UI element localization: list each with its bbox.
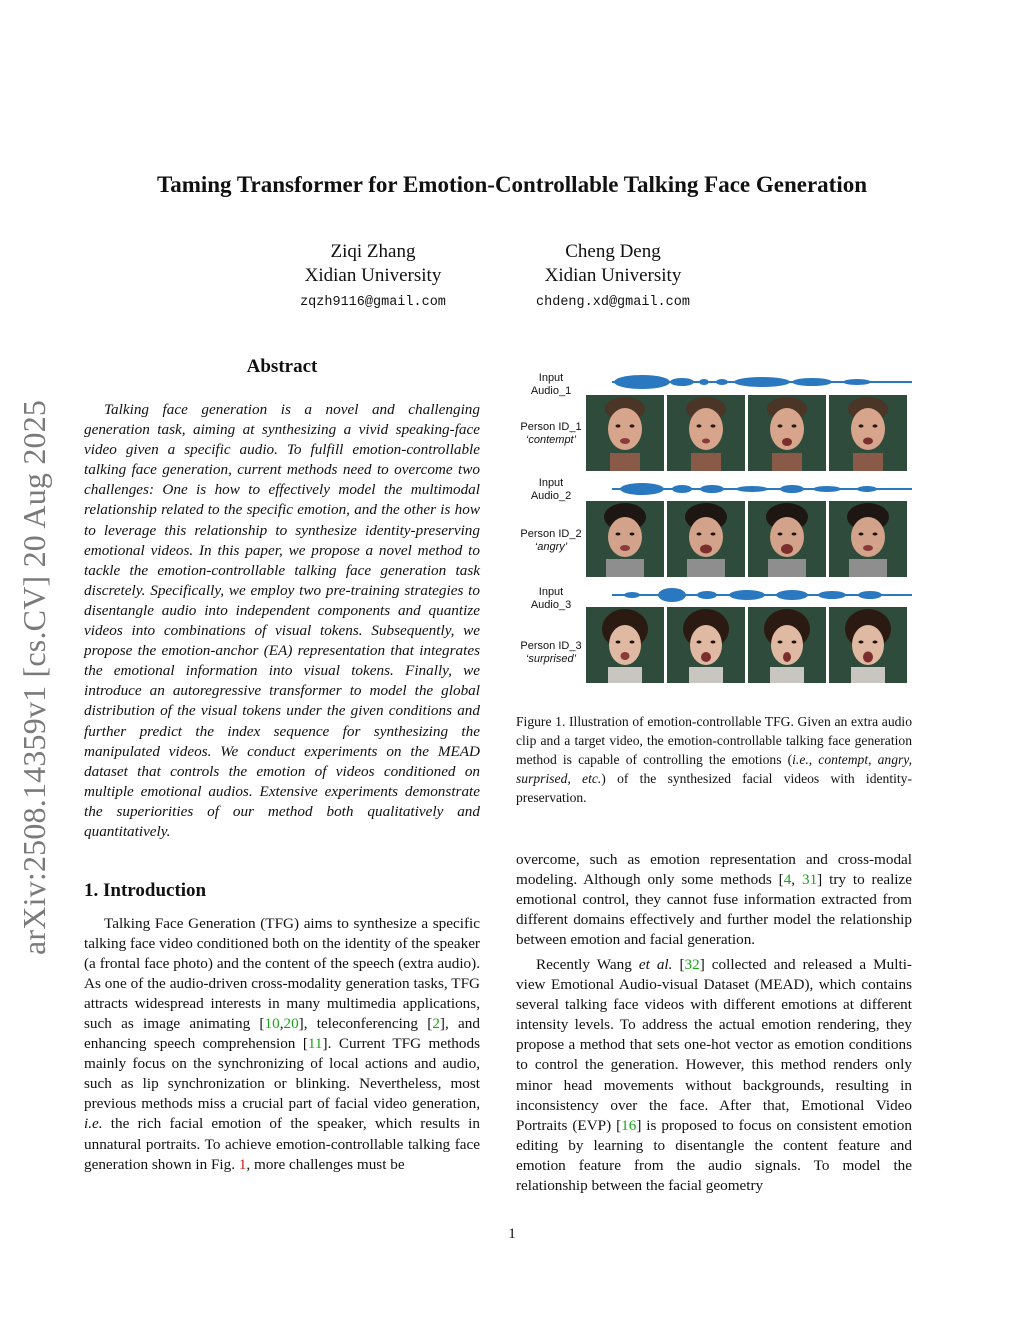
person-id: Person ID_3 [520, 640, 582, 652]
abstract-heading: Abstract [246, 356, 318, 377]
page-number: 1 [508, 1226, 516, 1242]
face-image [586, 395, 664, 471]
text-run: ] collected and released a Multi-view Emotional Audio-visual Dataset (MEAD), which contains several talking face videos with different emotions at different intensity levels. To address the actual emotion rendering, they propose a method that sets one-hot vector as emotion conditions to control the generation. However, this method renders only minor head movements without backgrounds, resulting in inconsistency over the face. After that, Emotional Video Portraits (EVP) [ [516, 956, 912, 1134]
face-image [829, 501, 907, 577]
emotion-label: ‘angry’ [534, 541, 568, 553]
author-2 [493, 240, 733, 315]
text-run: , more challenges must be [246, 1155, 405, 1173]
author-name: Cheng Deng [565, 241, 661, 262]
citation-link[interactable]: 31 [801, 871, 818, 889]
introduction-paragraph [84, 914, 480, 1175]
face-image [667, 607, 745, 683]
author-1 [253, 240, 493, 315]
paper-title: Taming Transformer for Emotion-Controllable Talking Face Generation [156, 172, 868, 197]
face-image [829, 395, 907, 471]
section-heading-introduction: 1. Introduction [84, 880, 207, 901]
person-label [516, 421, 586, 447]
paragraph [516, 955, 912, 1196]
text-run: ] try to realize emotional control, they cannot fuse information extracted from different domains effectively and further model the relationship between emotion and facial generation. [516, 871, 912, 949]
audio-label: Input Audio_1 [530, 372, 572, 397]
citation-link[interactable]: 10 [264, 1015, 280, 1033]
author-affiliation: Xidian University [304, 265, 442, 286]
figure-1 [516, 366, 916, 688]
citation-link[interactable]: 16 [621, 1116, 637, 1134]
paragraph [516, 850, 912, 950]
text-run: , [791, 871, 802, 889]
person-id: Person ID_1 [520, 421, 582, 433]
face-image [748, 501, 826, 577]
citation-link[interactable]: 2 [432, 1015, 440, 1033]
audio-waveform [612, 580, 912, 610]
person-id: Person ID_2 [520, 528, 582, 540]
text-run: , [279, 1015, 284, 1033]
text-run: ], and enhancing speech comprehension [ [84, 1015, 480, 1053]
text-run: i.e., contempt, angry, surprised, etc. [516, 752, 912, 786]
face-row-3 [586, 607, 907, 683]
face-image [586, 607, 664, 683]
text-run: Recently Wang [536, 956, 639, 974]
audio-label: Input Audio_3 [530, 586, 572, 611]
audio-waveform [612, 474, 912, 504]
citation-link[interactable]: 4 [783, 871, 792, 889]
right-column-text [516, 850, 912, 1201]
text-run: et al. [638, 956, 673, 974]
face-image [667, 501, 745, 577]
text-run: ]. Current TFG methods mainly focus on the synchronizing of local actions and audio, such as lip synchronization or blinking. Nevertheless, most previous methods miss a crucial part of facial video generation, [84, 1035, 480, 1113]
audio-waveform [612, 367, 912, 397]
emotion-label: ‘surprised’ [525, 653, 577, 665]
author-name: Ziqi Zhang [330, 241, 416, 262]
face-row-1 [586, 395, 907, 471]
abstract-text: Talking face generation is a novel and challenging generation task, aiming at synthesizing a vivid speaking-face video given a specific audio. To fulfill emotion-controllable talking face generation, current methods need to overcome two challenges: One is how to effectively model the multimodal relationship related to the specific emotion, and the other is how to leverage this relationship to synthesize identity-preserving emotional videos. In this paper, we propose a novel method to tackle the emotion-controllable talking face generation task discretely. Specifically, we employ two pre-training strategies to disentangle audio into independent components and quantize videos into combinations of visual tokens. Subsequently, we propose the emotion-anchor (EA) representation that integrates the emotional information into visual tokens. Finally, we introduce an autoregressive transformer to model the global distribution of the visual tokens under the given conditions and further predict the index sequence for synthesizing the manipulated videos. We conduct experiments on the MEAD dataset that controls the emotion of videos conditioned on multiple emotional audios. Extensive experiments demonstrate the superiorities of our method both qualitatively and quantitatively. [84, 401, 480, 840]
citation-link[interactable]: 20 [283, 1015, 299, 1033]
text-run: ) of the synthesized facial videos with identity-preservation. [516, 771, 912, 805]
author-affiliation: Xidian University [544, 265, 682, 286]
face-image [748, 607, 826, 683]
face-image [829, 607, 907, 683]
person-label [516, 640, 586, 666]
figure-ref-link[interactable]: 1 [238, 1155, 247, 1173]
emotion-label: ‘contempt’ [525, 434, 577, 446]
text-run: ], teleconferencing [ [298, 1015, 433, 1033]
text-run: Figure 1. Illustration of emotion-controllable TFG. Given an extra audio clip and a target video, the emotion-controllable talking face generation method is capable of controlling the emotions ( [516, 714, 912, 767]
person-label [516, 528, 586, 554]
text-run: the rich facial emotion of the speaker, which results in unnatural portraits. To achieve emotion-controllable talking face generation shown in Fig. [84, 1115, 480, 1173]
face-image [667, 395, 745, 471]
face-row-2 [586, 501, 907, 577]
text-run: overcome, such as emotion representation and cross-modal modeling. Although only some methods [ [516, 851, 912, 889]
text-run: ] is proposed to focus on consistent emotion editing by learning to disentangle the content feature and emotion feature from the audio signals. To model the relationship between the facial geometry [516, 1116, 912, 1194]
audio-label: Input Audio_2 [530, 477, 572, 502]
face-image [748, 395, 826, 471]
author-email: zqzh9116@gmail.com [300, 295, 446, 310]
face-image [586, 501, 664, 577]
arxiv-stamp: arXiv:2508.14359v1 [cs.CV] 20 Aug 2025 [16, 399, 52, 955]
author-email: chdeng.xd@gmail.com [536, 295, 690, 310]
text-run: i.e. [84, 1115, 103, 1133]
text-run: Talking Face Generation (TFG) aims to synthesize a specific talking face video conditioned both on the identity of the speaker (a frontal face photo) and the content of the speech (extra audio). As one of the audio-driven cross-modality generation tasks, TFG attracts widespread interests in many multimedia applications, such as image animating [ [84, 915, 480, 1033]
figure-caption [516, 712, 912, 807]
citation-link[interactable]: 32 [684, 956, 700, 974]
text-run: [ [672, 956, 685, 974]
citation-link[interactable]: 11 [307, 1035, 323, 1053]
